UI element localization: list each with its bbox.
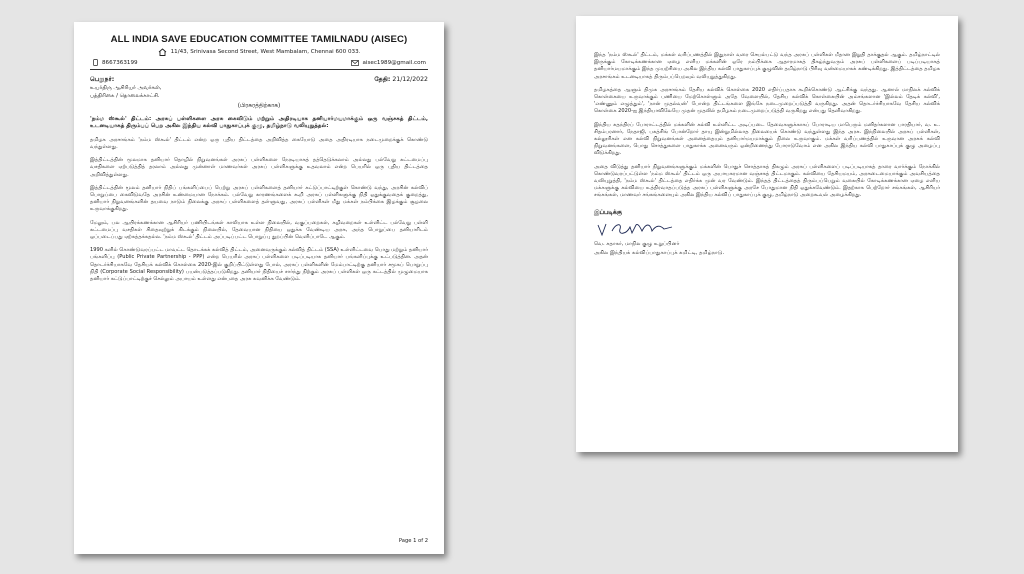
page2-paragraph: அதை விடுத்து தனியார் நிறுவனங்களுக்கும் மக்களின் பொதுச் சொத்தாகத் திகழும் அரசுப் பள்ளிகளைப் படிப்படியாகத் தாரை வார்க்கும் நோக்கில் கொண்டுவரப்பட்டுள்ள 'நம்ம ஸ்கூல்' திட்டம் ஒரு அபாயகரமான வஞ்சகத் திட்டமாகும். கல்வியை தேசியமயம், அரசுடைமையாக்கும் அவசியத்தை வலியுறுத்தி, 'நம்ம ஸ்கூல்' திட்டத்தை எதிர்க்க முன் வர வேண்டும். இந்தத் திட்டத்தைத் திரும்பப்பெறும் வகையில் கோடிக்கணக்கான ஏழை எளிய மக்களுக்கு கல்வியை உத்திரவாதப்படுத்த அரசுப் பள்ளிகளுக்கு அரசே போதுமான நிதி ஒதுக்கவேண்டும். இதற்காக பெற்றோர் சங்கங்கள், ஆசிரியர் சங்கங்கள், மாணவர் சங்கங்களையும் அகில இந்திய கல்விப் பாதுகாப்புக் குழு, தமிழ்நாடு அறைகூவல் அழைக்கிறது.	[594, 163, 940, 199]
date-block	[374, 76, 428, 100]
page1-paragraph: இத்திட்டத்தின் மூலம் தனியார் நிதிப் பங்களிப்பைப் பெற்று அரசுப் பள்ளிகளைத் தனியார் கட்டுப்பாட்டிற்குள் கொண்டு வந்து, அரசின் கல்விப் பொறுப்பை கைவிடுவதே அரசின் உண்மையான நோக்கம். பல்வேறு காரணங்களைக் கூறி அரசுப் பள்ளிகளுக்கு நிதி ஒதுக்குவதைக் குறைத்து, தனியார் நிறுவனங்களின் தயவை நாடும் நிலைக்கு அரசுப் பள்ளிகளைத் தள்ளுவது, அரசுப் பள்ளிகள் மீது மக்கள் நம்பிக்கை இழக்கும் சூழலை உருவாக்குகிறது.	[90, 184, 428, 213]
mail-icon	[351, 60, 359, 66]
page2-paragraph: இந்திய சுதந்திரப் போராட்டத்தில் மக்களின் கல்வி உள்ளிட்ட அடிப்படை தேவைகளுக்காகப் போராடிய மாபெரும் மனிதர்களான பாரதியார், வ. உ. சிதம்பரனார், நேதாஜி, பகத்சிங் போன்றோர் தாயு இன்றுமில்லாத நிலையைக் கொண்டு வந்துள்ளது இந்த அரசு. இந்நிலையில் அரசுப் பள்ளிகள், கல்லூரிகள் என கல்வி நிறுவனங்கள் அனைத்தையும் தனியார்மயமாக்கும் நிலை உருவாகும். மக்கள் வரிப்பணத்தில் உருவான அரசுக் கல்வி நிறுவனங்களை, பொது சொத்துகளை பாதுகாக்க அனைவரும் ஒன்றிணைந்து போராடுவோம் என அகில இந்திய கல்வி பாதுகாப்புக் குழு அழைப்பு விடுக்கிறது.	[594, 121, 940, 157]
to-label: பெறுநர்:	[90, 76, 115, 83]
handwritten-signature	[594, 219, 940, 239]
contact-row	[90, 59, 428, 66]
recipient-block	[90, 76, 162, 100]
press-label: (பிரசுரத்திற்காக)	[237, 103, 281, 109]
subject-line: 'நம்ம ஸ்கூல்' திட்டம்: அரசுப் பள்ளிகளை அரசு கைவிடும் மற்றும் அதிரடியாக தனியார்மயமாக்கும் ஒரு வஞ்சகத் திட்டம், உடனடியாகத் திரும்பப் பெற அகில இந்திய கல்வி பாதுகாப்புக் குழு, தமிழ்நாடு வலியுறுத்தல்:	[90, 116, 428, 130]
org-title: ALL INDIA SAVE EDUCATION COMMITTEE TAMILNADU (AISEC)	[110, 34, 408, 45]
letter-header	[90, 76, 428, 100]
page2-paragraph: தமிழகத்தை ஆளும் திமுக அரசாங்கம் தேசிய கல்விக் கொள்கை 2020 எதிர்ப்பதாக கூறிக்கொண்டு ஆட்சிக்கு வந்தது. ஆனால் மாநிலக் கல்விக் கொள்கையை உருவாக்கும் பணியை மேற்கொள்ளும் அதே வேளையில், தேசிய கல்விக் கொள்கையின் அம்சங்களான 'இல்லம் தேடிக் கல்வி', 'எண்ணும் எழுத்தும்', 'நான் முதல்வன்' போன்ற திட்டங்களை இங்கே நடைமுறைப்படுத்தி வருகிறது. அதன் தொடர்ச்சியாகவே தேசிய கல்விக் கொள்கை 2020-ஐ இந்தியாவிலேயே முதன் முதலில் தமிழகம் நடைமுறைப்படுத்தி வருகிறது என்பது தெளிவாகிறது.	[594, 86, 940, 115]
home-icon	[158, 48, 167, 56]
recipient-line-1: உயர்திரு ஆசிரியர் அவர்கள்,	[90, 85, 162, 91]
date-value: 21/12/2022	[392, 76, 428, 83]
signer-name: வெ. சுதாகர், மாநில குழு உறுப்பினர்	[594, 240, 680, 247]
recipient-line-2: பத்திரிகை / தொலைக்காட்சி.	[90, 93, 160, 99]
page2-paragraph: இந்த 'நம்ம ஸ்கூல்' திட்டம், மக்கள் வரிப்பணத்தில் இதுநாள் வரை செயல்பட்டு வந்த அரசுப் பள்ளிகள் மீதான இறுதி தாக்குதல் ஆகும். தமிழ்நாட்டில் இருக்கும் கோடிக்கணக்கான ஏழை எளிய மக்களின் ஒரே நம்பிக்கை ஆதாரமாகத் திகழ்ந்துவரும் அரசுப் பள்ளிகளைப் படிப்படியாகத் தனியார்மயமாக்கும் இந்த முயற்சியை அகில இந்திய கல்வி பாதுகாப்புக் குழுவின் தமிழ்நாடு பிரிவு வன்மையாகக் கண்டிக்கிறது. இத்திட்டத்தை தமிழக அரசாங்கம் உடனடியாகத் திரும்பப்பெறவும் வலியுறுத்துகிறது.	[594, 52, 940, 80]
page1-paragraph: தமிழக அரசாங்கம் 'நம்ம ஸ்கூல்' திட்டம் என்ற ஒரு புதிய திட்டத்தை அறிவித்த கையோடு அதை அதிரடியாக நடைமுறைக்குக் கொண்டு வந்துள்ளது.	[90, 136, 428, 151]
phone-icon	[92, 59, 99, 66]
address-row	[90, 48, 428, 56]
email-text[interactable]: aisec1989@gmail.com	[362, 59, 426, 66]
phone-item	[92, 59, 138, 66]
document-page-2	[576, 16, 958, 452]
page1-paragraph: 1990 களில் கொண்டுவரப்பட்ட மாவட்ட தொடக்கக் கல்வித் திட்டம், அனைவருக்கும் கல்வித் திட்டம் (SSA) உள்ளிட்டவை பொது மற்றும் தனியார் பங்களிப்பு (Public Private Partnership - PPP) என்ற பெயரில் அரசுப் பள்ளிகளை படிப்படியாக தனியார் பங்களிப்புக்கு உட்படுத்தின. அதன் தொடர்ச்சியாகவே தேசியக் கல்விக் கொள்கை 2020-இல் குறிப்பிட்டுள்ளது போல், அரசுப் பள்ளிகளின் மேம்பாட்டிற்கு தனியார் சமூகப் பொறுப்பு நிதி (Corporate Social Responsibility) பயன்படுத்தப்படுகிறது. தனியார் நிதியைச் சார்ந்து நிற்கும் அரசுப் பள்ளிகள் ஒரு கட்டத்தில் முழுமையாக தனியார் கட்டுப்பாட்டிற்குச் செல்லும் அபாயம் உள்ளது என்பதை அரசு கவனிக்க வேண்டும்.	[90, 247, 428, 283]
page1-paragraph: மேலும், பல ஆயிரக்கணக்கான ஆசிரியர் பணியிடங்கள் காலியாக உள்ள நிலையில், வகுப்பறைகள், கழிவறைகள் உள்ளிட்ட பல்வேறு பள்ளி கட்டமைப்பு வசதிகள் சிதைவுற்றுக் கிடக்கும் நிலையில், தேவையான நிதியை ஒதுக்க வேண்டிய அரசு, அந்த பொறுப்பை தனியாரிடம் ஒப்படைப்பது ஏற்கத்தக்கதல்ல. 'நம்ம ஸ்கூல்' திட்டம் அப்படிப்பட்ட பொறுப்பு துறப்பின் வெளிப்பாடே ஆகும்.	[90, 219, 428, 241]
signer-organization: அகில இந்தியக் கல்விப்பாதுகாப்புக் கமிட்டி, தமிழ்நாடு.	[594, 249, 725, 256]
email-item[interactable]	[351, 60, 426, 66]
page-footer: Page 1 of 2	[398, 538, 428, 544]
closing-salutation: இப்படிக்கு	[594, 209, 622, 216]
header-divider	[90, 69, 428, 70]
phone-text: 8667363199	[102, 59, 138, 66]
page1-paragraph: இத்திட்டத்தின் மூலமாக தனியார் தொழில் நிறுவனங்கள் அரசுப் பள்ளிகளை நேரடியாகத் தத்தெடுக்கலாம் அல்லது பல்வேறு கட்டமைப்பு வசதிகளை ஏற்படுத்தித் தரலாம் அல்லது முன்னாள் மாணவர்கள் அரசுப் பள்ளிகளுக்கு உதவலாம் என்ற பெயரில் ஒரு புதிய திட்டத்தை அறிவித்துள்ளது.	[90, 157, 428, 178]
document-page-1	[74, 22, 444, 554]
address-text: 11/43, Srinivasa Second Street, West Mambalam, Chennai 600 033.	[170, 49, 361, 55]
date-label: தேதி:	[374, 76, 391, 83]
